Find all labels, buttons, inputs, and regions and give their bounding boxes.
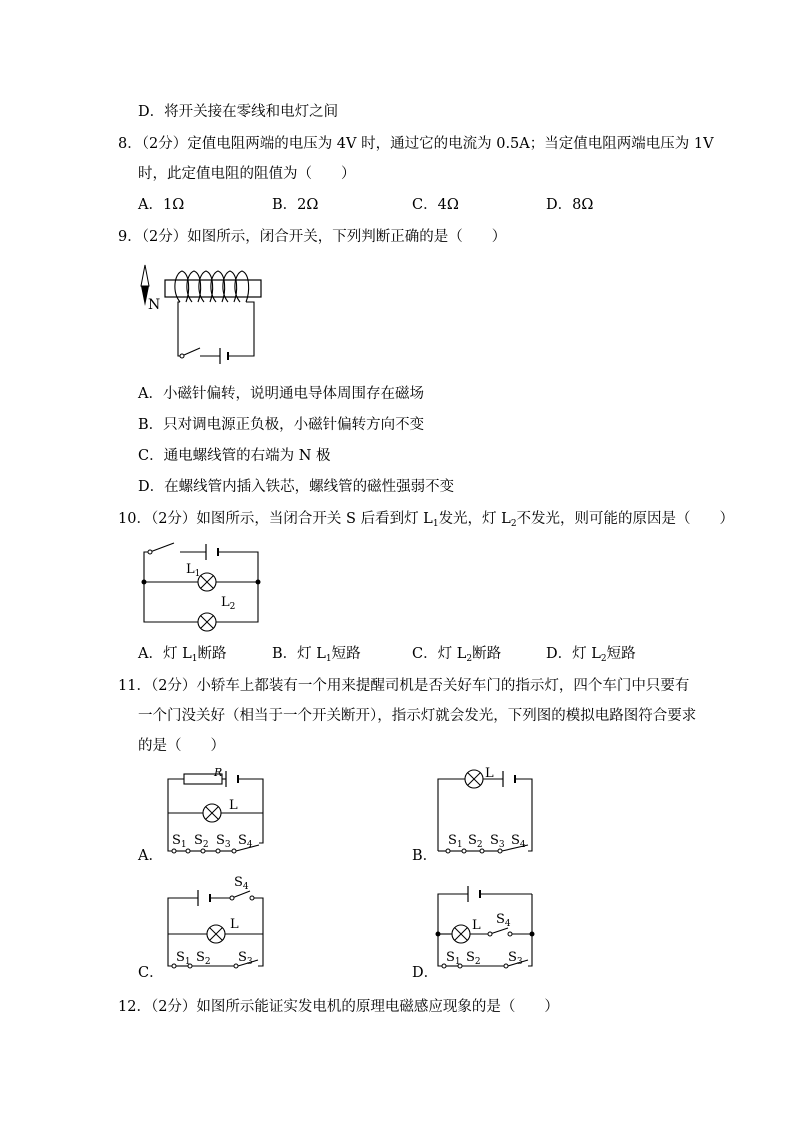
q11b-s2-label: $S_2$: [468, 833, 483, 850]
q11b-l-label: L: [485, 766, 494, 781]
q10-circuit-diagram: [140, 540, 265, 632]
q9-option-a: A．小磁针偏转，说明通电导体周围存在磁场: [138, 386, 424, 402]
q8-option-c: C．4Ω: [412, 197, 459, 213]
q11d-lamp: [452, 925, 470, 943]
q11c-l-label: L: [230, 917, 239, 932]
q10-label-l1: $L_1$: [186, 562, 201, 579]
q11c-s1-label: $S_1$: [176, 950, 191, 967]
q9-stem: 9．（2分）如图所示，闭合开关，下列判断正确的是（ ）: [118, 229, 507, 245]
q9-option-d: D．在螺线管内插入铁芯，螺线管的磁性强弱不变: [138, 479, 455, 495]
q11-option-c-label: C．: [138, 965, 164, 981]
q10-option-d: D．灯 $L_2$短路: [546, 646, 636, 664]
q11d-s3-label: $S_3$: [508, 950, 523, 967]
q11-stem-line3: 的是（ ）: [138, 738, 225, 754]
q11c-s2-label: $S_2$: [196, 950, 211, 967]
q8-stem-line2: 时，此定值电阻的阻值为（ ）: [138, 166, 356, 182]
q11a-r-label: R: [214, 766, 223, 779]
q10-option-a: A．灯 $L_1$断路: [138, 646, 227, 664]
q8-stem-line1: 8．（2分）定值电阻两端的电压为 4V 时，通过它的电流为 0.5A；当定值电阻两端电压为 1V: [118, 136, 714, 152]
q10-junction-right: [256, 580, 261, 585]
q9-solenoid-diagram: [130, 262, 270, 367]
q11-option-b-label: B．: [412, 848, 438, 864]
q11c-s3-label: $S_3$: [238, 950, 253, 967]
q11a-s4-label: $S_4$: [238, 833, 253, 850]
q10-wire-top-left: [144, 552, 150, 582]
q11c-s4-label: $S_4$: [234, 875, 249, 892]
q11b-s4-label: $S_4$: [511, 833, 526, 850]
q11a-s2-label: $S_2$: [194, 833, 209, 850]
q11d-s4-label: $S_4$: [496, 912, 511, 929]
compass-needle-top: [141, 265, 149, 286]
q10-lamp-l1: [198, 573, 216, 591]
q8-option-d: D．8Ω: [546, 197, 594, 213]
q11a-l-label: L: [229, 798, 238, 813]
q9-compass-n-label: N: [148, 297, 161, 313]
q11a-s3-label: $S_3$: [216, 833, 231, 850]
q9-option-c: C．通电螺线管的右端为 N 极: [138, 448, 331, 464]
q8-option-a: A．1Ω: [138, 197, 185, 213]
q11d-l-label: L: [472, 918, 481, 933]
q11d-s1-label: $S_1$: [446, 950, 461, 967]
q11a-lamp: [203, 804, 221, 822]
q12-stem: 12．（2分）如图所示能证实发电机的原理电磁感应现象的是（ ）: [118, 999, 559, 1015]
q7-option-d: D．将开关接在零线和电灯之间: [138, 104, 339, 120]
q9-switch-pivot: [180, 354, 184, 358]
q8-option-b: B．2Ω: [272, 197, 319, 213]
q11-option-d-label: D．: [412, 965, 439, 981]
q9-option-b: B．只对调电源正负极，小磁针偏转方向不变: [138, 417, 425, 433]
q10-lamp-l2: [198, 613, 216, 631]
q9-circuit-wire: [178, 302, 254, 356]
q11d-s2-label: $S_2$: [466, 950, 481, 967]
q10-option-c: C．灯 $L_2$断路: [412, 646, 502, 664]
q11-stem-line2: 一个门没关好（相当于一个开关断开），指示灯就会发光，下列图的模拟电路图符合要求: [138, 708, 697, 724]
q11-option-a-label: A．: [138, 848, 163, 864]
q11b-lamp: [465, 770, 483, 788]
q10-switch-blade: [150, 543, 174, 552]
q11b-s1-label: $S_1$: [448, 833, 463, 850]
q11b-s3-label: $S_3$: [490, 833, 505, 850]
q10-option-b: B．灯 $L_1$短路: [272, 646, 361, 664]
q11a-s1-label: $S_1$: [172, 833, 187, 850]
q10-junction-left: [142, 580, 147, 585]
q11c-lamp: [207, 925, 225, 943]
q11-stem-line1: 11．（2分）小轿车上都装有一个用来提醒司机是否关好车门的指示灯，四个车门中只要有: [118, 678, 690, 694]
q10-stem: 10．（2分）如图所示，当闭合开关 S 后看到灯 $L_1$发光，灯 $L_2$不发光，则可能的原因是（ ）: [118, 511, 735, 529]
q10-label-l2: $L_2$: [221, 595, 236, 612]
